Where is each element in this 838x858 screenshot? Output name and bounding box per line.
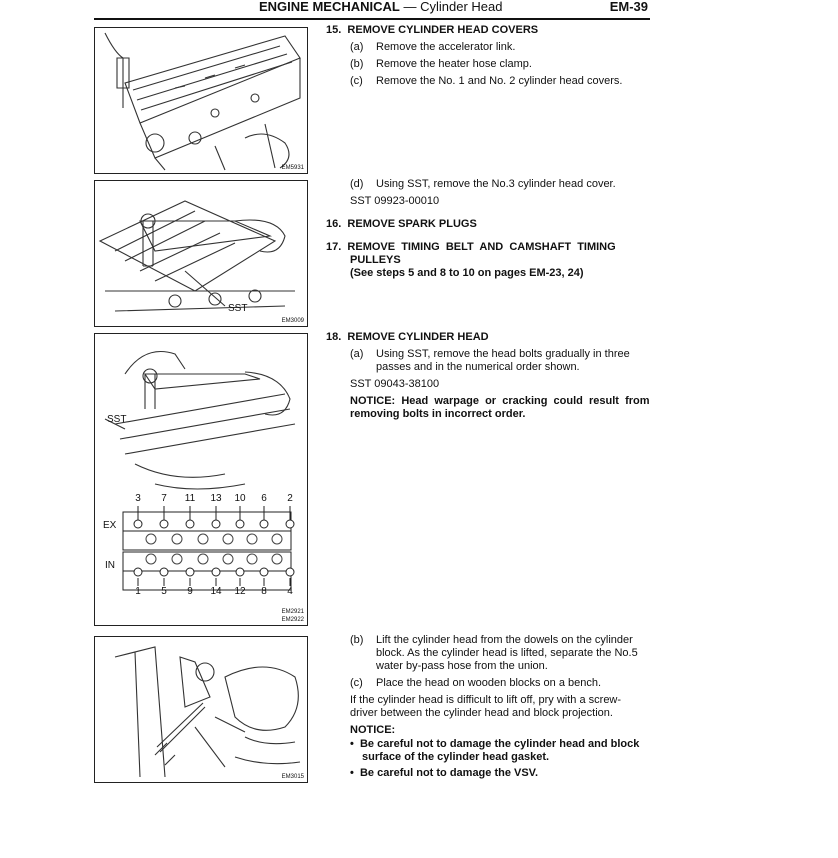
bullet-text: Be careful not to damage the cylinder head and block — [359, 738, 640, 750]
step-title: REMOVE CYLINDER HEAD — [347, 331, 489, 343]
bolt-hole — [286, 520, 294, 528]
step-number: 17. — [326, 241, 342, 253]
bolt-hole — [212, 520, 220, 528]
figure-sst-cover — [94, 180, 308, 327]
step-number: 15. — [326, 24, 342, 36]
step-15c — [350, 75, 622, 89]
cam-journal — [198, 534, 208, 544]
item-text: Remove the accelerator link. — [376, 41, 516, 53]
bolt-number-bottom: 12 — [234, 586, 246, 597]
item-key: (d) — [350, 178, 364, 190]
step-16-heading — [326, 218, 477, 232]
step-title: REMOVE SPARK PLUGS — [347, 218, 477, 230]
bolt-number-bottom: 5 — [161, 586, 167, 597]
page-number: EM-39 — [609, 0, 648, 14]
step-15b — [350, 58, 532, 72]
cam-journal — [272, 554, 282, 564]
bolt-hole — [236, 520, 244, 528]
step-number: 16. — [326, 218, 342, 230]
bullet-text: Be careful not to damage the VSV. — [359, 767, 539, 779]
item-key: (a) — [350, 348, 364, 360]
bolt-number-bottom: 8 — [261, 586, 267, 597]
bolt-hole — [186, 520, 194, 528]
bolt-number-bottom: 4 — [287, 586, 293, 597]
page-header — [94, 0, 650, 20]
step-17-note: (See steps 5 and 8 to 10 on pages EM-23, 24) — [350, 267, 584, 279]
bolt-hole — [236, 568, 244, 576]
sst-label: SST — [107, 414, 127, 425]
step-18c — [350, 677, 601, 691]
bolt-hole — [186, 568, 194, 576]
cam-journal — [223, 534, 233, 544]
item-text: Using SST, remove the No.3 cylinder head cover. — [376, 178, 616, 190]
bolt-hole — [160, 520, 168, 528]
cam-journal — [272, 534, 282, 544]
item-key: (b) — [350, 634, 364, 646]
step-title-line1: REMOVE TIMING BELT AND CAMSHAFT TIMING — [347, 241, 616, 253]
bolt-number-top: 10 — [234, 493, 246, 504]
bolt-hole — [134, 520, 142, 528]
section-title: ENGINE MECHANICAL — [259, 0, 400, 14]
header-separator: — — [403, 0, 417, 14]
bullet-mark: • — [350, 738, 354, 750]
notice-bullet-1 — [350, 738, 639, 752]
sst-cover-illustration — [95, 181, 307, 326]
bolt-number-top: 2 — [287, 493, 293, 504]
figure-code: EM3009 — [281, 318, 304, 324]
step-15a — [350, 41, 515, 55]
item-key: (c) — [350, 677, 363, 689]
head-bolt-illustration — [95, 334, 307, 625]
row-label-in: IN — [105, 560, 115, 571]
item-text: Remove the heater hose clamp. — [376, 58, 532, 70]
item-text: Using SST, remove the head bolts gradually in three — [376, 348, 630, 360]
bolt-markers — [134, 506, 294, 586]
cam-journal — [198, 554, 208, 564]
bolt-number-top: 13 — [210, 493, 222, 504]
step-title: REMOVE CYLINDER HEAD COVERS — [347, 24, 539, 36]
figure-code: EM3015 — [281, 774, 304, 780]
step-18-notice-line2: removing bolts in incorrect order. — [350, 408, 526, 420]
subsection-title: Cylinder Head — [420, 0, 503, 14]
item-key: (b) — [350, 58, 364, 70]
item-key: (a) — [350, 41, 364, 53]
figure-code-b: EM2922 — [281, 617, 304, 623]
figure-code: EM5931 — [281, 165, 304, 171]
figure-code-a: EM2921 — [281, 609, 304, 615]
step-18-heading — [326, 331, 489, 345]
bolt-hole — [212, 568, 220, 576]
cam-journal — [247, 554, 257, 564]
figure-lift-head — [94, 636, 308, 783]
step-number: 18. — [326, 331, 342, 343]
bolt-number-bottom: 9 — [187, 586, 193, 597]
header-title — [259, 0, 502, 14]
bolt-hole — [286, 568, 294, 576]
bolt-number-top: 3 — [135, 493, 141, 504]
step-18-notice-line1: NOTICE: Head warpage or cracking could result from — [350, 395, 650, 407]
step-15d — [350, 178, 616, 192]
figure-head-covers — [94, 27, 308, 174]
bolt-hole — [160, 568, 168, 576]
head-cover-illustration — [95, 28, 307, 173]
bullet-mark: • — [350, 767, 354, 779]
step-18a — [350, 348, 630, 362]
bolt-number-top: 6 — [261, 493, 267, 504]
step-18-sst: SST 09043-38100 — [350, 378, 440, 390]
pry-instruction-line1: If the cylinder head is difficult to lift off, pry with a screw- — [350, 694, 622, 706]
bolt-hole — [134, 568, 142, 576]
cam-journal — [172, 534, 182, 544]
bolt-hole — [260, 520, 268, 528]
cam-journal — [146, 554, 156, 564]
step-18b-line2: block. As the cylinder head is lifted, separate the No.5 — [376, 647, 638, 659]
row-label-ex: EX — [103, 520, 117, 531]
notice-bullet-1-line2: surface of the cylinder head gasket. — [362, 751, 550, 763]
step-15-sst: SST 09923-00010 — [350, 195, 440, 207]
notice-label: NOTICE: — [350, 724, 396, 736]
item-key: (c) — [350, 75, 363, 87]
cam-journal — [223, 554, 233, 564]
cam-journal — [172, 554, 182, 564]
lift-head-illustration — [95, 637, 307, 782]
bolt-number-top: 7 — [161, 493, 167, 504]
step-17-title-line2: PULLEYS — [350, 254, 401, 266]
step-15-heading — [326, 24, 538, 38]
step-18b — [350, 634, 633, 648]
figure-head-bolts — [94, 333, 308, 626]
cam-journal — [146, 534, 156, 544]
item-text: Lift the cylinder head from the dowels on the cylinder — [376, 634, 633, 646]
pry-instruction-line2: driver between the cylinder head and block projection. — [350, 707, 613, 719]
step-18b-line3: water by-pass hose from the union. — [376, 660, 548, 672]
bolt-number-bottom: 14 — [210, 586, 222, 597]
step-17-heading — [326, 241, 616, 255]
cam-journal — [247, 534, 257, 544]
sst-label: SST — [228, 303, 248, 314]
item-text: Remove the No. 1 and No. 2 cylinder head covers. — [376, 75, 623, 87]
bolt-hole — [260, 568, 268, 576]
notice-bullet-2 — [350, 767, 538, 781]
bolt-number-bottom: 1 — [135, 586, 141, 597]
item-text: Place the head on wooden blocks on a bench. — [376, 677, 602, 689]
bolt-number-top: 11 — [184, 493, 196, 504]
step-18a-line2: passes and in the numerical order shown. — [376, 361, 580, 373]
